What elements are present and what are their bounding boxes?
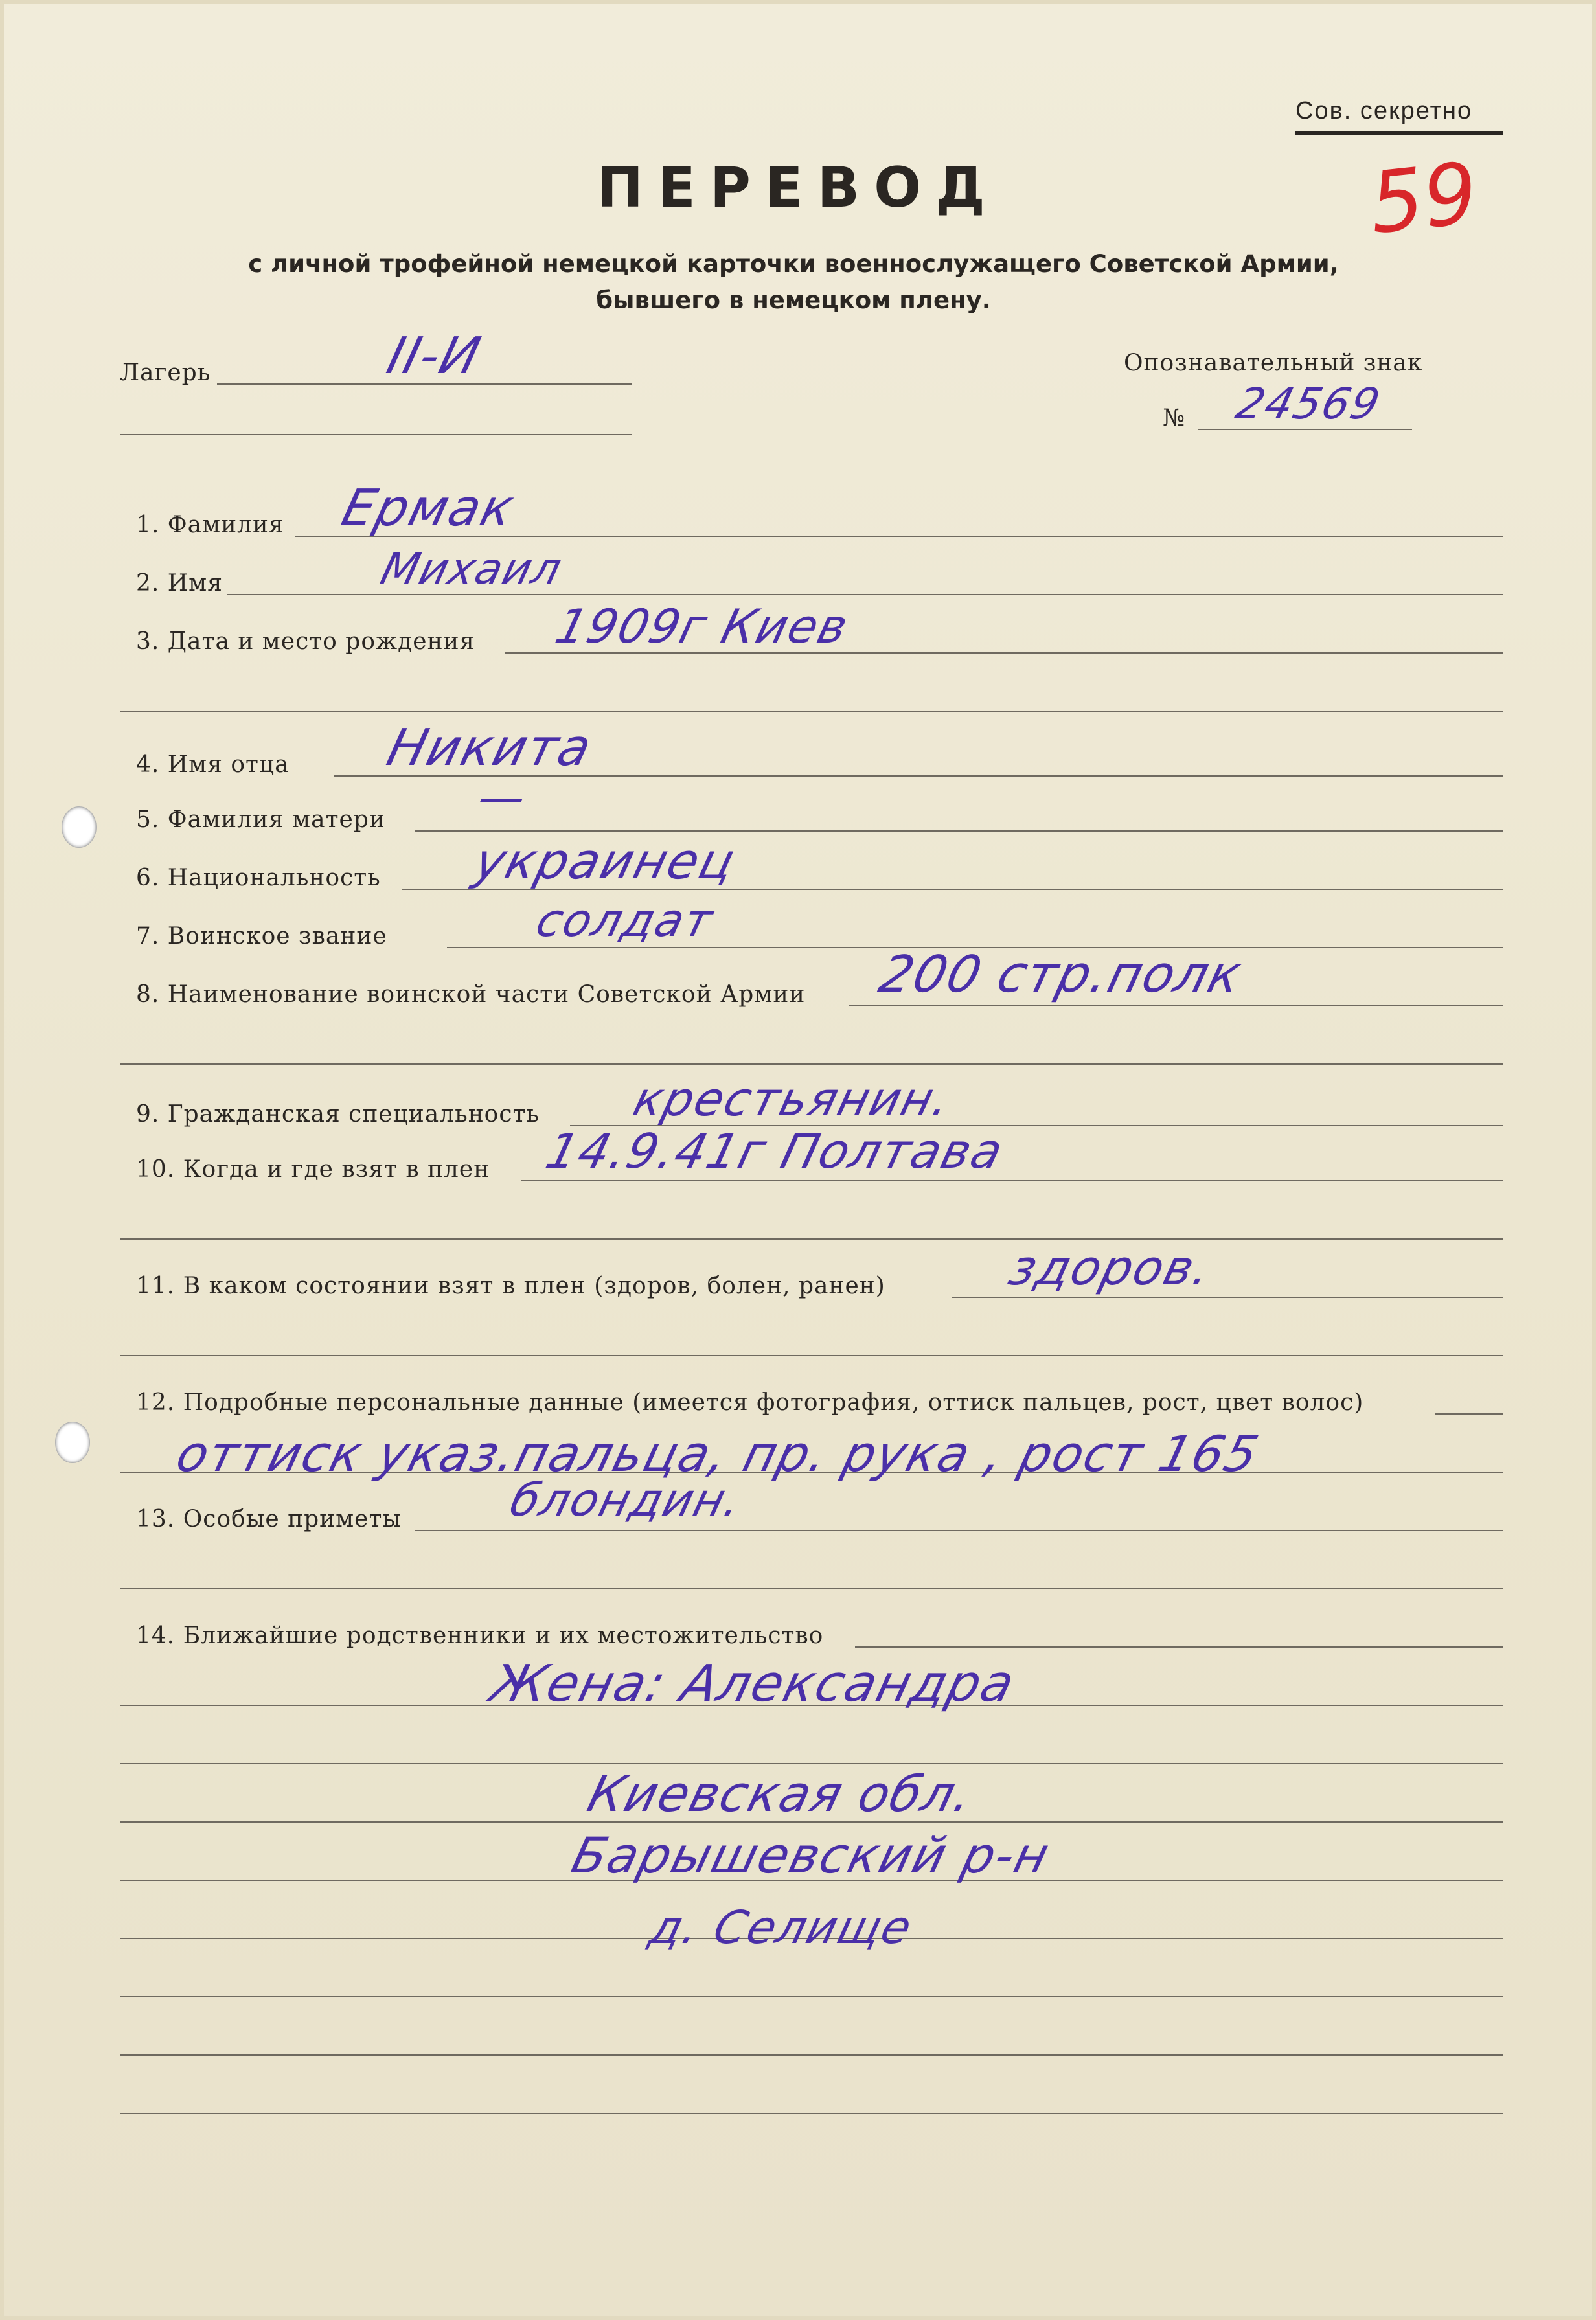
rule-condition-2	[120, 1355, 1503, 1356]
rule-unit	[849, 1005, 1503, 1006]
label-surname: 1. Фамилия	[136, 512, 284, 538]
value-mother: —	[472, 771, 533, 824]
rule-relatives-3	[120, 1763, 1503, 1764]
label-personal: 12. Подробные персональные данные (имеется фотография, оттиск пальцев, рост, цвет волос)	[136, 1389, 1364, 1416]
rule-relatives-9	[120, 2113, 1503, 2114]
label-profession: 9. Гражданская специальность	[136, 1101, 540, 1128]
rule-personal	[1435, 1413, 1503, 1415]
label-father: 4. Имя отца	[136, 751, 290, 778]
camp-label: Лагерь	[120, 359, 211, 386]
punch-hole-bottom	[55, 1422, 90, 1463]
rule-relatives-8	[120, 2054, 1503, 2056]
value-unit: 200 стр.полк	[873, 946, 1249, 1004]
value-rank: солдат	[530, 894, 720, 947]
label-birth: 3. Дата и место рождения	[136, 628, 475, 655]
label-captured: 10. Когда и где взят в плен	[136, 1156, 490, 1183]
value-condition: здоров.	[1003, 1240, 1218, 1296]
rule-captured	[521, 1180, 1503, 1181]
id-no-label: №	[1163, 405, 1186, 431]
value-name: Михаил	[376, 544, 568, 594]
form-subtitle	[194, 246, 1393, 319]
value-surname: Ермак	[336, 479, 521, 538]
camp-rule-2	[120, 434, 632, 435]
value-captured: 14.9.41г Полтава	[540, 1124, 1010, 1179]
label-nationality: 6. Национальность	[136, 865, 381, 891]
value-father: Никита	[381, 719, 598, 777]
value-birth: 1909г Киев	[550, 599, 855, 654]
subtitle-line-1: с личной трофейной немецкой карточки военнослужащего Советской Армии,	[248, 250, 1339, 278]
value-nationality: украинец	[468, 832, 742, 890]
value-profession: крестьянин.	[628, 1072, 957, 1126]
label-mother: 5. Фамилия матери	[136, 806, 385, 833]
rule-condition	[952, 1297, 1503, 1298]
value-personal: оттиск указ.пальца, пр. рука , рост 165	[170, 1425, 1266, 1483]
value-relatives-3: Барышевский р-н	[565, 1826, 1056, 1884]
value-relatives-4: д. Селище	[644, 1901, 918, 1954]
label-marks: 13. Особые приметы	[136, 1506, 402, 1532]
subtitle-line-2: бывшего в немецком плену.	[596, 286, 991, 314]
value-relatives-2: Киевская обл.	[582, 1765, 980, 1823]
label-name: 2. Имя	[136, 570, 223, 597]
rule-relatives-7	[120, 1996, 1503, 1997]
rule-unit-2	[120, 1063, 1503, 1065]
rule-captured-2	[120, 1238, 1503, 1240]
label-unit: 8. Наименование воинской части Советской Армии	[136, 981, 806, 1008]
label-relatives: 14. Ближайшие родственники и их местожительство	[136, 1622, 824, 1649]
value-marks: блондин.	[505, 1473, 748, 1527]
classification-underline	[1295, 131, 1503, 135]
label-condition: 11. В каком состоянии взят в плен (здоров, болен, ранен)	[136, 1273, 885, 1299]
id-label: Опознавательный знак	[1124, 350, 1423, 376]
form-title: ПЕРЕВОД	[597, 155, 999, 220]
rule-relatives	[855, 1646, 1503, 1648]
classification-stamp: Сов. секретно	[1295, 97, 1473, 124]
rule-birth-2	[120, 711, 1503, 712]
id-value: 24569	[1231, 379, 1386, 429]
rule-mother	[415, 830, 1503, 832]
label-rank: 7. Воинское звание	[136, 923, 387, 950]
rule-name	[227, 594, 1503, 595]
punch-hole-top	[62, 806, 97, 848]
sheet-number: 59	[1365, 143, 1482, 253]
camp-value: II-И	[381, 327, 487, 385]
id-rule	[1198, 429, 1412, 430]
value-relatives-1: Жена: Александра	[484, 1655, 1021, 1713]
rule-marks	[415, 1530, 1503, 1531]
rule-marks-2	[120, 1588, 1503, 1589]
